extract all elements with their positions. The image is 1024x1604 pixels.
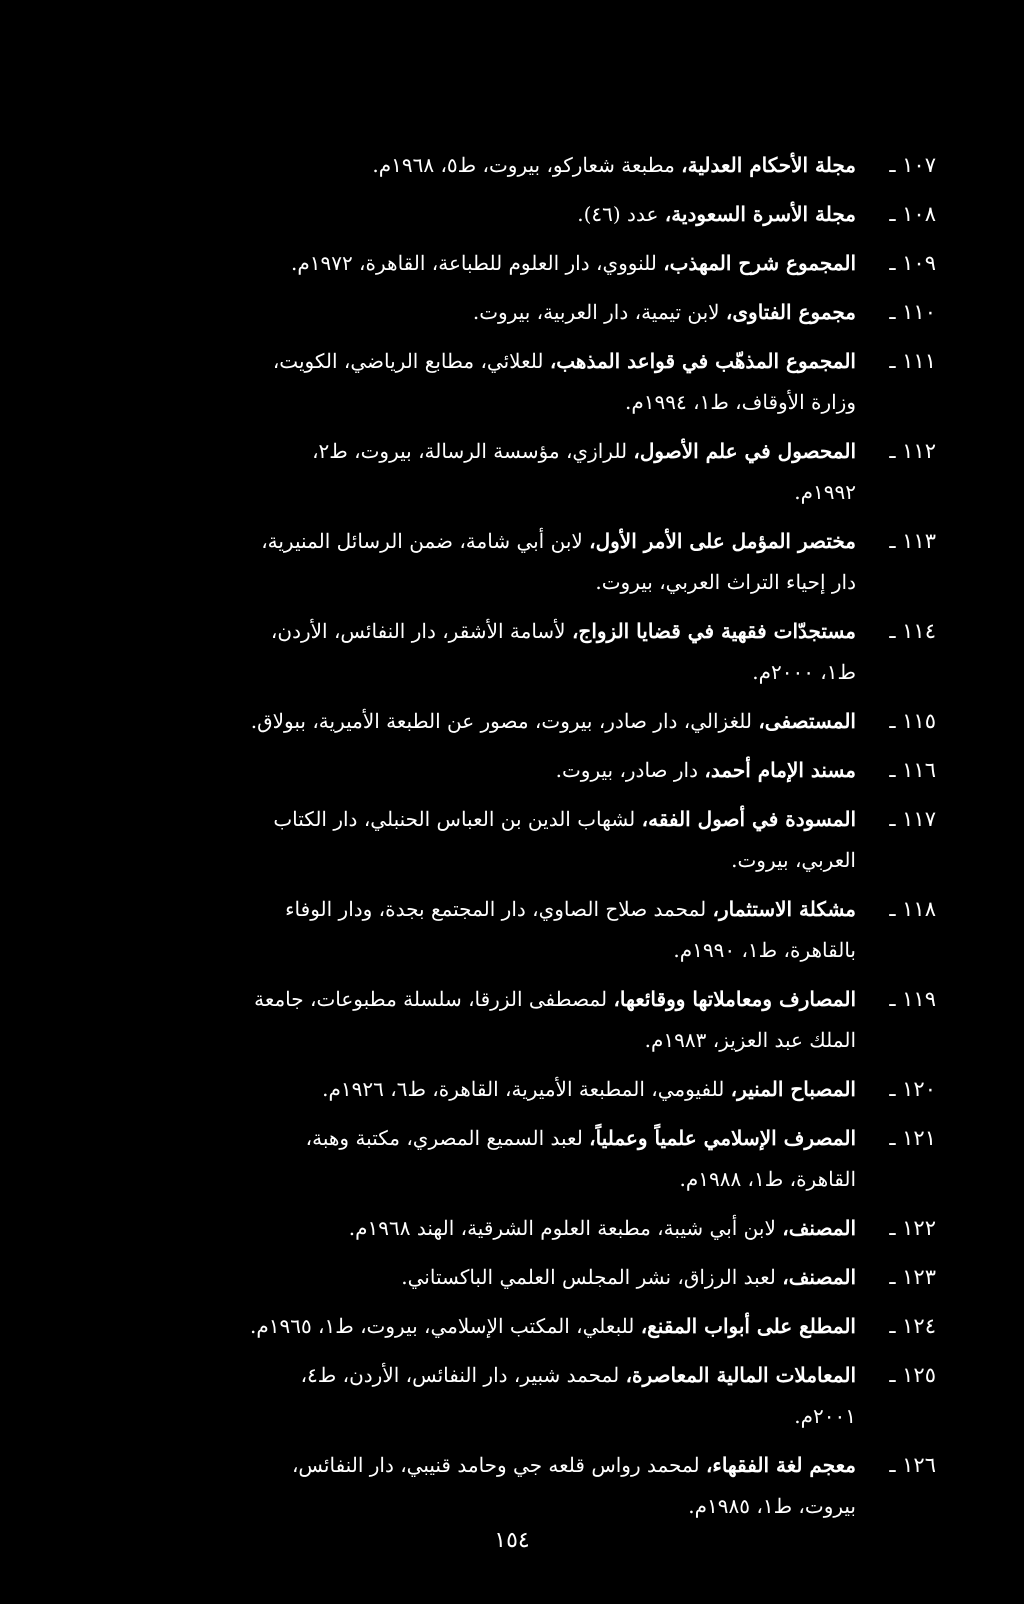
reference-body [88, 194, 856, 235]
reference-first-line [88, 1208, 856, 1249]
reference-entry [88, 194, 936, 235]
reference-body [88, 1355, 856, 1437]
reference-title: مجلة الأحكام العدلية، [681, 153, 856, 177]
reference-title: المطلع على أبواب المقنع، [640, 1314, 856, 1338]
reference-title: المصنف، [782, 1216, 856, 1240]
reference-details: لمصطفى الزرقا، سلسلة مطبوعات، جامعة [254, 987, 608, 1011]
reference-number: ١١٨ ـ [889, 897, 936, 921]
reference-title: المحصول في علم الأصول، [633, 439, 856, 463]
reference-details: لأسامة الأشقر، دار النفائس، الأردن، [270, 619, 566, 643]
reference-title: مجموع الفتاوى، [725, 300, 856, 324]
reference-number: ١٢١ ـ [889, 1126, 936, 1150]
reference-entry [88, 611, 936, 693]
reference-first-line [88, 521, 856, 562]
reference-first-line [88, 701, 856, 742]
reference-title: المجموع المذهّب في قواعد المذهب، [549, 349, 856, 373]
reference-title: المستصفى، [758, 709, 856, 733]
reference-first-line [88, 1069, 856, 1110]
reference-body [88, 799, 856, 881]
reference-first-line [88, 979, 856, 1020]
reference-entry [88, 1257, 936, 1298]
reference-details: لعبد السميع المصري، مكتبة وهبة، [305, 1126, 583, 1150]
reference-number: ١٢٤ ـ [889, 1314, 936, 1338]
reference-number: ١١٥ ـ [889, 709, 936, 733]
reference-number: ١١٢ ـ [889, 439, 936, 463]
reference-title: مختصر المؤمل على الأمر الأول، [589, 529, 856, 553]
reference-details: للنووي، دار العلوم للطباعة، القاهرة، ١٩٧٢م. [290, 251, 657, 275]
reference-entry [88, 145, 936, 186]
reference-first-line [88, 145, 856, 186]
reference-first-line [88, 243, 856, 284]
reference-continuation: ط١، ٢٠٠٠م. [752, 660, 856, 684]
reference-details: للعلائي، مطابع الرياضي، الكويت، [272, 349, 544, 373]
reference-title: المعاملات المالية المعاصرة، [625, 1363, 856, 1387]
reference-title: المصباح المنير، [730, 1077, 856, 1101]
reference-details: للرازي، مؤسسة الرسالة، بيروت، ط٢، [312, 439, 628, 463]
reference-body [88, 979, 856, 1061]
reference-continuation: ١٩٩٢م. [794, 480, 856, 504]
reference-body [88, 889, 856, 971]
reference-details: لمحمد شبير، دار النفائس، الأردن، ط٤، [300, 1363, 620, 1387]
reference-first-line [88, 431, 856, 472]
reference-number: ١٠٨ ـ [889, 202, 936, 226]
reference-details: لابن أبي شامة، ضمن الرسائل المنيرية، [261, 529, 583, 553]
reference-number: ١٢٦ ـ [889, 1453, 936, 1477]
reference-details: دار صادر، بيروت. [555, 758, 699, 782]
reference-first-line [88, 611, 856, 652]
reference-number: ١٢٠ ـ [889, 1077, 936, 1101]
reference-number: ١١٤ ـ [889, 619, 936, 643]
reference-body [88, 243, 856, 284]
page-number: ١٥٤ [494, 1528, 530, 1553]
reference-entry [88, 1118, 936, 1200]
reference-body [88, 341, 856, 423]
reference-title: معجم لغة الفقهاء، [705, 1453, 856, 1477]
reference-body [88, 1306, 856, 1347]
reference-body [88, 521, 856, 603]
reference-number: ١١٣ ـ [889, 529, 936, 553]
reference-first-line [88, 1445, 856, 1486]
reference-first-line [88, 1118, 856, 1159]
reference-number: ١١٩ ـ [889, 987, 936, 1011]
reference-details: لمحمد رواس قلعه جي وحامد قنيبي، دار النفائس، [291, 1453, 700, 1477]
reference-entry [88, 799, 936, 881]
reference-title: مشكلة الاستثمار، [712, 897, 856, 921]
reference-body [88, 1118, 856, 1200]
reference-body [88, 701, 856, 742]
reference-continuation: وزارة الأوقاف، ط١، ١٩٩٤م. [625, 390, 856, 414]
reference-entry [88, 1069, 936, 1110]
reference-details: لمحمد صلاح الصاوي، دار المجتمع بجدة، ودار الوفاء [285, 897, 707, 921]
reference-entry [88, 889, 936, 971]
reference-number: ١١١ ـ [889, 349, 936, 373]
reference-continuation: الملك عبد العزيز، ١٩٨٣م. [644, 1028, 856, 1052]
reference-continuation: دار إحياء التراث العربي، بيروت. [595, 570, 856, 594]
reference-entry [88, 1208, 936, 1249]
reference-number: ١٠٩ ـ [889, 251, 936, 275]
reference-first-line [88, 194, 856, 235]
reference-number: ١٢٣ ـ [889, 1265, 936, 1289]
reference-body [88, 611, 856, 693]
reference-details: لعبد الرزاق، نشر المجلس العلمي الباكستاني. [401, 1265, 776, 1289]
reference-first-line [88, 341, 856, 382]
reference-title: المجموع شرح المهذب، [663, 251, 856, 275]
reference-number: ١١٠ ـ [889, 300, 936, 324]
reference-details: لابن تيمية، دار العربية، بيروت. [472, 300, 720, 324]
reference-body [88, 431, 856, 513]
reference-first-line [88, 1257, 856, 1298]
reference-number: ١١٦ ـ [889, 758, 936, 782]
reference-body [88, 1257, 856, 1298]
reference-number: ١١٧ ـ [889, 807, 936, 831]
reference-entry [88, 1355, 936, 1437]
reference-details: لشهاب الدين بن العباس الحنبلي، دار الكتاب [273, 807, 636, 831]
reference-first-line [88, 799, 856, 840]
reference-entry [88, 292, 936, 333]
reference-title: المسودة في أصول الفقه، [641, 807, 856, 831]
reference-details: مطبعة شعاركو، بيروت، ط٥، ١٩٦٨م. [372, 153, 675, 177]
reference-first-line [88, 1306, 856, 1347]
reference-body [88, 750, 856, 791]
reference-body [88, 1069, 856, 1110]
reference-entry [88, 1445, 936, 1527]
reference-title: مستجدّات فقهية في قضايا الزواج، [571, 619, 856, 643]
reference-title: المصرف الإسلامي علمياً وعملياً، [589, 1126, 856, 1150]
reference-continuation: بالقاهرة، ط١، ١٩٩٠م. [673, 938, 856, 962]
reference-entry [88, 1306, 936, 1347]
reference-title: المصنف، [782, 1265, 856, 1289]
reference-first-line [88, 292, 856, 333]
reference-details: لابن أبي شيبة، مطبعة العلوم الشرقية، الهند ١٩٦٨م. [348, 1216, 776, 1240]
reference-number: ١٢٥ ـ [889, 1363, 936, 1387]
reference-first-line [88, 889, 856, 930]
reference-body [88, 1208, 856, 1249]
reference-details: للبعلي، المكتب الإسلامي، بيروت، ط١، ١٩٦٥م. [249, 1314, 635, 1338]
reference-first-line [88, 750, 856, 791]
reference-title: المصارف ومعاملاتها ووقائعها، [613, 987, 856, 1011]
reference-body [88, 292, 856, 333]
reference-entry [88, 750, 936, 791]
reference-first-line [88, 1355, 856, 1396]
reference-title: مسند الإمام أحمد، [704, 758, 856, 782]
reference-entry [88, 341, 936, 423]
reference-continuation: بيروت، ط١، ١٩٨٥م. [688, 1494, 856, 1518]
reference-continuation: ٢٠٠١م. [794, 1404, 856, 1428]
reference-entry [88, 243, 936, 284]
reference-details: عدد (٤٦). [577, 202, 659, 226]
reference-body [88, 145, 856, 186]
reference-continuation: العربي، بيروت. [731, 848, 856, 872]
reference-entry [88, 979, 936, 1061]
reference-details: للفيومي، المطبعة الأميرية، القاهرة، ط٦، ١٩٢٦م. [322, 1077, 725, 1101]
reference-number: ١٠٧ ـ [889, 153, 936, 177]
reference-entry [88, 701, 936, 742]
reference-entry [88, 431, 936, 513]
reference-details: للغزالي، دار صادر، بيروت، مصور عن الطبعة الأميرية، ببولاق. [250, 709, 752, 733]
reference-continuation: القاهرة، ط١، ١٩٨٨م. [679, 1167, 856, 1191]
reference-title: مجلة الأسرة السعودية، [664, 202, 856, 226]
reference-body [88, 1445, 856, 1527]
reference-list [88, 145, 936, 1535]
reference-entry [88, 521, 936, 603]
reference-number: ١٢٢ ـ [889, 1216, 936, 1240]
